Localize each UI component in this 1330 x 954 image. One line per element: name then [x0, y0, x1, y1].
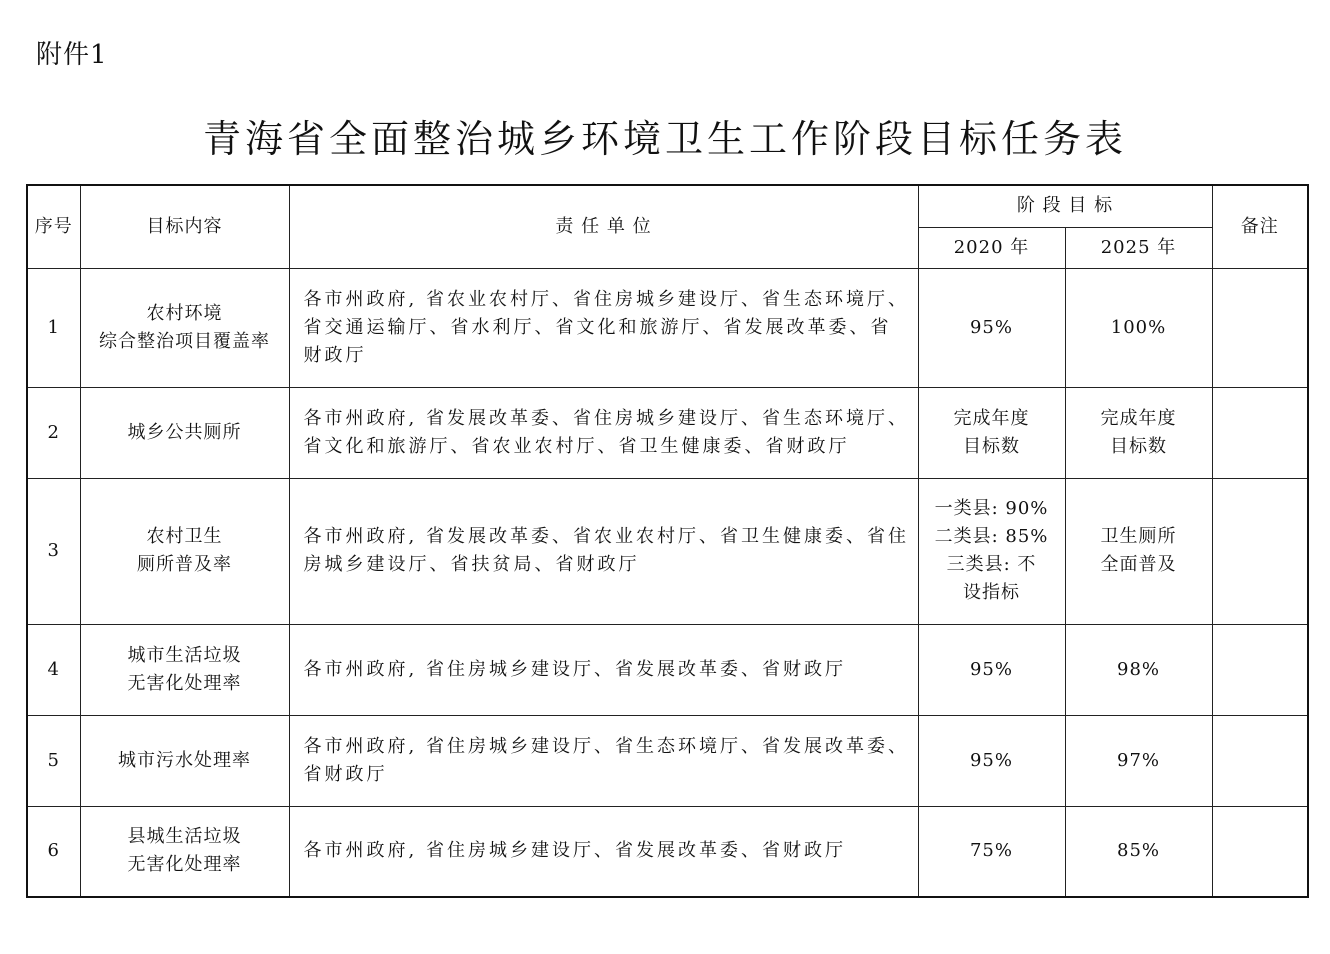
row-remark: [1212, 624, 1308, 715]
row-responsible-units: 各市州政府, 省农业农村厅、省住房城乡建设厅、省生态环境厅、省交通运输厅、省水利厅、省文化和旅游厅、省发展改革委、省财政厅: [289, 268, 918, 387]
row-seq: 1: [27, 268, 80, 387]
header-units: 责 任 单 位: [289, 185, 918, 268]
row-target: 农村环境 综合整治项目覆盖率: [80, 268, 289, 387]
row-remark: [1212, 715, 1308, 806]
row-target-2025: 100%: [1065, 268, 1212, 387]
row-responsible-units: 各市州政府, 省住房城乡建设厅、省发展改革委、省财政厅: [289, 624, 918, 715]
row-remark: [1212, 268, 1308, 387]
row-target: 城乡公共厕所: [80, 387, 289, 478]
row-target-2025: 卫生厕所 全面普及: [1065, 478, 1212, 624]
table-row: [27, 387, 1308, 478]
row-target-2020: 完成年度 目标数: [918, 387, 1065, 478]
row-target-2025: 完成年度 目标数: [1065, 387, 1212, 478]
row-seq: 6: [27, 806, 80, 897]
row-target-2025: 97%: [1065, 715, 1212, 806]
row-target-2020: 95%: [918, 268, 1065, 387]
row-target-2020: 95%: [918, 624, 1065, 715]
row-responsible-units: 各市州政府, 省发展改革委、省农业农村厅、省卫生健康委、省住房城乡建设厅、省扶贫局、省财政厅: [289, 478, 918, 624]
header-target: 目标内容: [80, 185, 289, 268]
row-target: 城市生活垃圾 无害化处理率: [80, 624, 289, 715]
row-responsible-units: 各市州政府, 省住房城乡建设厅、省发展改革委、省财政厅: [289, 806, 918, 897]
row-seq: 5: [27, 715, 80, 806]
header-seq: 序号: [27, 185, 80, 268]
row-seq: 2: [27, 387, 80, 478]
row-remark: [1212, 387, 1308, 478]
row-seq: 3: [27, 478, 80, 624]
row-target-2020: 一类县: 90% 二类县: 85% 三类县: 不 设指标: [918, 478, 1065, 624]
row-responsible-units: 各市州政府, 省住房城乡建设厅、省生态环境厅、省发展改革委、省财政厅: [289, 715, 918, 806]
row-target-2025: 85%: [1065, 806, 1212, 897]
row-target: 农村卫生 厕所普及率: [80, 478, 289, 624]
row-target-2025: 98%: [1065, 624, 1212, 715]
table-row: [27, 268, 1308, 387]
row-target: 城市污水处理率: [80, 715, 289, 806]
header-stage-target: 阶 段 目 标: [918, 185, 1212, 227]
row-seq: 4: [27, 624, 80, 715]
attachment-label: 附件1: [36, 40, 108, 70]
header-year-2020: 2020 年: [918, 227, 1065, 268]
header-remark: 备注: [1212, 185, 1308, 268]
row-remark: [1212, 478, 1308, 624]
row-responsible-units: 各市州政府, 省发展改革委、省住房城乡建设厅、省生态环境厅、省文化和旅游厅、省农业农村厅、省卫生健康委、省财政厅: [289, 387, 918, 478]
table-row: [27, 478, 1308, 624]
document-title: 青海省全面整治城乡环境卫生工作阶段目标任务表: [202, 117, 1127, 161]
target-task-table: [26, 184, 1309, 898]
table-row: [27, 624, 1308, 715]
row-target-2020: 95%: [918, 715, 1065, 806]
table-row: [27, 806, 1308, 897]
row-target: 县城生活垃圾 无害化处理率: [80, 806, 289, 897]
header-year-2025: 2025 年: [1065, 227, 1212, 268]
table-row: [27, 715, 1308, 806]
row-target-2020: 75%: [918, 806, 1065, 897]
row-remark: [1212, 806, 1308, 897]
